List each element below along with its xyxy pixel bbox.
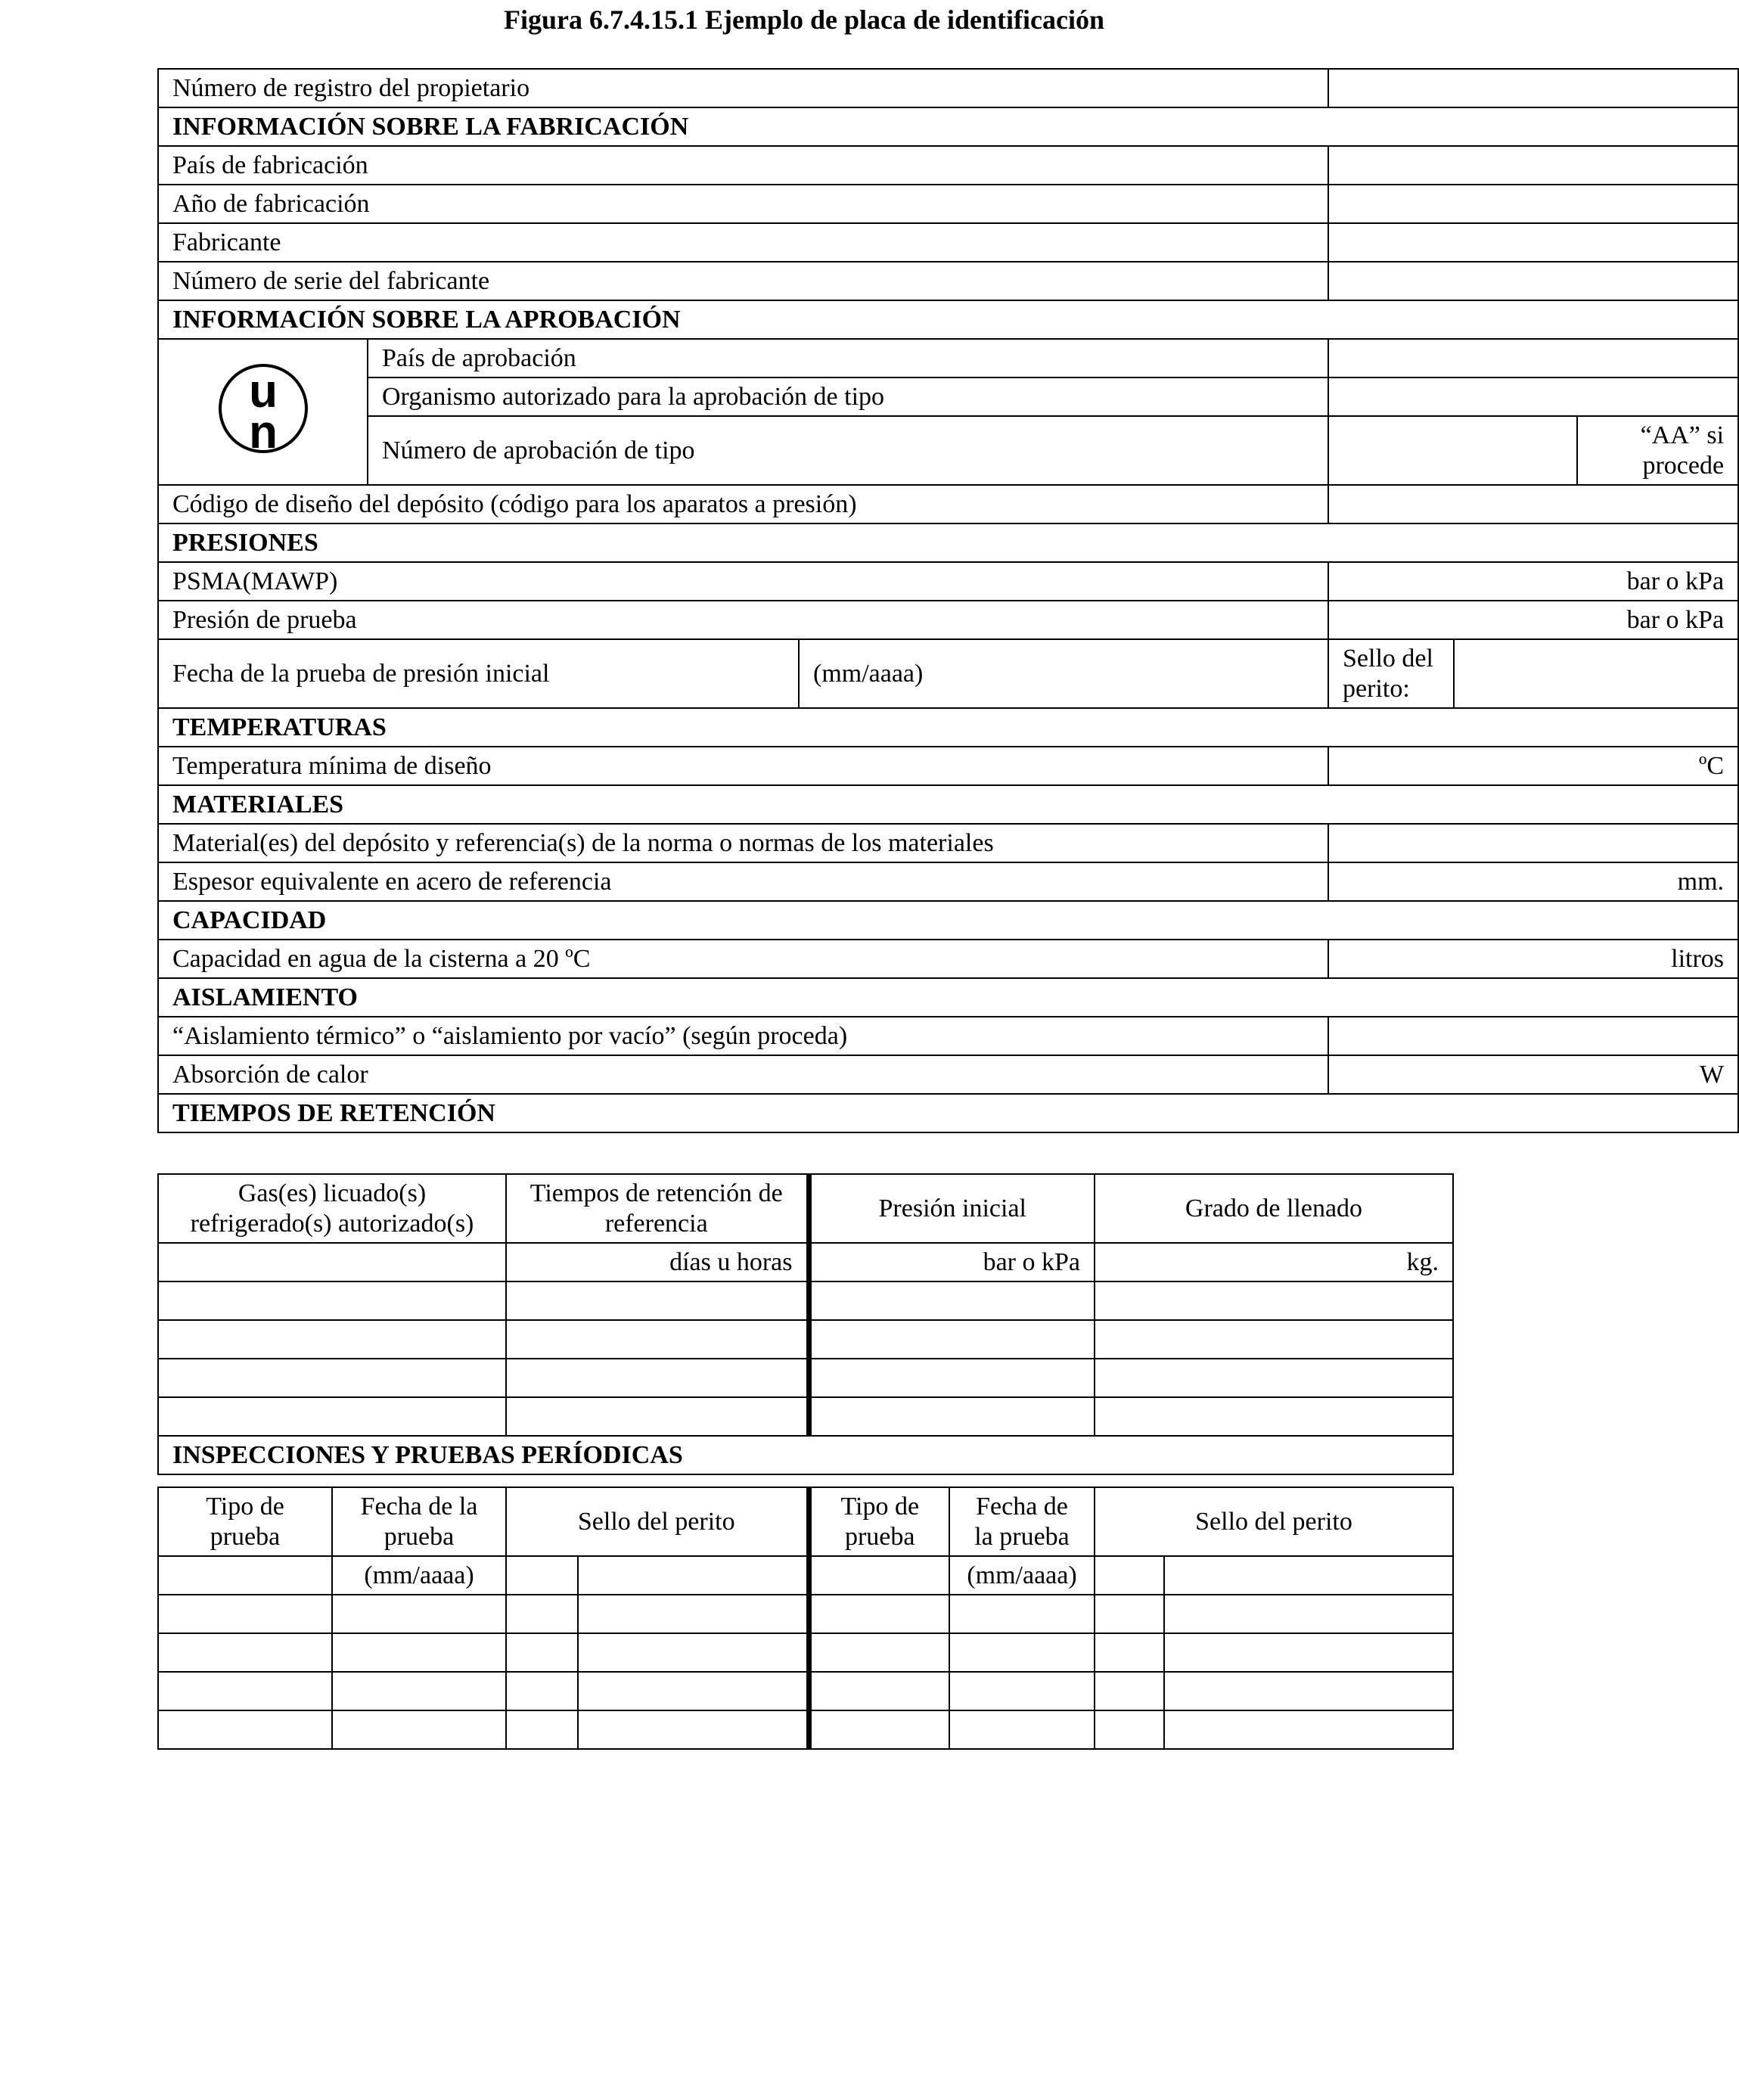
retention-times-table xyxy=(157,1173,1454,1475)
inspection-col-test-type-right: Tipo de prueba xyxy=(809,1487,949,1556)
table-row xyxy=(158,1320,1453,1359)
table-cell[interactable] xyxy=(158,1359,506,1397)
table-cell[interactable] xyxy=(332,1633,506,1672)
table-cell[interactable] xyxy=(1095,1281,1453,1320)
serial-number-value[interactable] xyxy=(1328,262,1738,300)
inspections-format-row xyxy=(158,1556,1453,1595)
insulation-type-value[interactable] xyxy=(1328,1017,1738,1055)
heat-absorption-unit[interactable]: W xyxy=(1328,1055,1738,1094)
retention-col-filling-degree: Grado de llenado xyxy=(1095,1174,1453,1243)
inspection-date-format-right[interactable]: (mm/aaaa) xyxy=(949,1556,1095,1595)
table-row xyxy=(158,1397,1453,1436)
initial-test-date-format[interactable]: (mm/aaaa) xyxy=(798,640,1329,707)
inspection-col-test-date-right: Fecha de la prueba xyxy=(949,1487,1095,1556)
retention-header-row xyxy=(158,1174,1453,1243)
table-cell[interactable] xyxy=(809,1281,1095,1320)
table-cell[interactable] xyxy=(1095,1595,1164,1633)
min-temp-label: Temperatura mínima de diseño xyxy=(158,747,1328,785)
table-cell[interactable] xyxy=(506,1633,578,1672)
table-cell[interactable] xyxy=(506,1595,578,1633)
un-logo-icon xyxy=(216,362,310,458)
table-cell[interactable] xyxy=(1164,1595,1453,1633)
serial-number-label: Número de serie del fabricante xyxy=(158,262,1328,300)
table-cell[interactable] xyxy=(158,1397,506,1436)
manufacturer-value[interactable] xyxy=(1328,223,1738,262)
table-cell[interactable] xyxy=(158,1672,332,1710)
inspections-header: INSPECCIONES Y PRUEBAS PERÍODICAS xyxy=(158,1436,1453,1474)
owner-registration-label: Número de registro del propietario xyxy=(158,69,1328,107)
pressures-header: PRESIONES xyxy=(158,523,1738,562)
retention-header: TIEMPOS DE RETENCIÓN xyxy=(158,1094,1738,1132)
initial-test-date-row xyxy=(158,639,1328,708)
retention-unit-pressure[interactable]: bar o kPa xyxy=(809,1243,1095,1281)
materials-header: MATERIALES xyxy=(158,785,1738,824)
table-cell[interactable] xyxy=(949,1633,1095,1672)
approval-body-value[interactable] xyxy=(1328,377,1738,416)
approval-number-value[interactable] xyxy=(1328,416,1577,485)
retention-unit-times[interactable]: días u horas xyxy=(506,1243,809,1281)
manufacturing-country-label: País de fabricación xyxy=(158,146,1328,185)
expert-stamp-label: Sello del perito: xyxy=(1328,639,1454,708)
inspections-table xyxy=(157,1486,1454,1750)
inspection-date-format-left[interactable]: (mm/aaaa) xyxy=(332,1556,506,1595)
table-cell[interactable] xyxy=(1095,1672,1164,1710)
table-cell[interactable] xyxy=(949,1672,1095,1710)
table-cell[interactable] xyxy=(809,1672,949,1710)
table-cell[interactable] xyxy=(1164,1556,1453,1595)
mawp-unit[interactable]: bar o kPa xyxy=(1328,562,1738,601)
inspection-col-test-type-left: Tipo de prueba xyxy=(158,1487,332,1556)
table-cell[interactable] xyxy=(1095,1320,1453,1359)
table-cell[interactable] xyxy=(809,1595,949,1633)
manufacturing-year-value[interactable] xyxy=(1328,185,1738,223)
table-cell[interactable] xyxy=(332,1595,506,1633)
table-cell[interactable] xyxy=(1095,1359,1453,1397)
table-row xyxy=(158,1595,1453,1633)
approval-body-label: Organismo autorizado para la aprobación de tipo xyxy=(368,377,1328,416)
table-cell[interactable] xyxy=(578,1556,809,1595)
thickness-label: Espesor equivalente en acero de referencia xyxy=(158,862,1328,901)
table-cell[interactable] xyxy=(506,1556,578,1595)
expert-stamp-value[interactable] xyxy=(1454,639,1738,708)
retention-col-gases: Gas(es) licuado(s) refrigerado(s) autorizado(s) xyxy=(158,1174,506,1243)
manufacturing-header: INFORMACIÓN SOBRE LA FABRICACIÓN xyxy=(158,107,1738,146)
inspection-col-test-date-left: Fecha de la prueba xyxy=(332,1487,506,1556)
table-cell[interactable] xyxy=(158,1320,506,1359)
figure-title: Figura 6.7.4.15.1 Ejemplo de placa de identificación xyxy=(504,5,1104,35)
table-row xyxy=(158,1633,1453,1672)
test-pressure-label: Presión de prueba xyxy=(158,601,1328,639)
manufacturing-year-label: Año de fabricación xyxy=(158,185,1328,223)
water-capacity-unit[interactable]: litros xyxy=(1328,940,1738,978)
design-code-label: Código de diseño del depósito (código para los aparatos a presión) xyxy=(158,485,1328,523)
table-cell[interactable] xyxy=(809,1633,949,1672)
design-code-value[interactable] xyxy=(1328,485,1738,523)
insulation-header: AISLAMIENTO xyxy=(158,978,1738,1017)
retention-unit-gases[interactable] xyxy=(158,1243,506,1281)
thickness-unit[interactable]: mm. xyxy=(1328,862,1738,901)
capacity-header: CAPACIDAD xyxy=(158,901,1738,940)
table-cell[interactable] xyxy=(1095,1556,1164,1595)
svg-text:u: u xyxy=(248,365,278,418)
insulation-type-label: “Aislamiento térmico” o “aislamiento por vacío” (según proceda) xyxy=(158,1017,1328,1055)
table-cell[interactable] xyxy=(332,1672,506,1710)
approval-header: INFORMACIÓN SOBRE LA APROBACIÓN xyxy=(158,300,1738,339)
retention-col-initial-pressure: Presión inicial xyxy=(809,1174,1095,1243)
table-cell[interactable] xyxy=(1164,1710,1453,1749)
manufacturing-country-value[interactable] xyxy=(1328,146,1738,185)
retention-col-reference-times: Tiempos de retención de referencia xyxy=(506,1174,809,1243)
table-cell[interactable] xyxy=(578,1595,809,1633)
table-cell[interactable] xyxy=(578,1672,809,1710)
retention-unit-filling[interactable]: kg. xyxy=(1095,1243,1453,1281)
table-row xyxy=(158,1710,1453,1749)
initial-test-date-label: Fecha de la prueba de presión inicial xyxy=(172,659,550,688)
svg-text:n: n xyxy=(248,405,278,458)
table-cell[interactable] xyxy=(506,1397,809,1436)
table-row xyxy=(158,1359,1453,1397)
retention-units-row xyxy=(158,1243,1453,1281)
table-cell[interactable] xyxy=(158,1281,506,1320)
inspections-header-row xyxy=(158,1487,1453,1556)
manufacturer-label: Fabricante xyxy=(158,223,1328,262)
table-cell[interactable] xyxy=(158,1595,332,1633)
aa-note: “AA” si procede xyxy=(1577,416,1738,485)
table-cell[interactable] xyxy=(1095,1710,1164,1749)
inspection-col-stamp-right: Sello del perito xyxy=(1095,1487,1453,1556)
temperatures-header: TEMPERATURAS xyxy=(158,708,1738,747)
table-cell[interactable] xyxy=(332,1710,506,1749)
table-cell[interactable] xyxy=(949,1595,1095,1633)
table-cell[interactable] xyxy=(506,1281,809,1320)
water-capacity-label: Capacidad en agua de la cisterna a 20 ºC xyxy=(158,940,1328,978)
table-cell[interactable] xyxy=(1164,1672,1453,1710)
table-cell[interactable] xyxy=(809,1397,1095,1436)
table-cell[interactable] xyxy=(809,1556,949,1595)
table-cell[interactable] xyxy=(506,1320,809,1359)
owner-registration-row xyxy=(158,69,1738,107)
table-cell[interactable] xyxy=(506,1359,809,1397)
table-cell[interactable] xyxy=(809,1320,1095,1359)
table-cell[interactable] xyxy=(1095,1633,1164,1672)
table-cell[interactable] xyxy=(158,1633,332,1672)
approval-number-label: Número de aprobación de tipo xyxy=(368,416,1328,485)
owner-registration-value[interactable] xyxy=(1328,69,1738,107)
table-cell[interactable] xyxy=(506,1672,578,1710)
materials-label: Material(es) del depósito y referencia(s) de la norma o normas de los materiales xyxy=(158,824,1328,862)
table-cell[interactable] xyxy=(1164,1633,1453,1672)
table-cell[interactable] xyxy=(949,1710,1095,1749)
heat-absorption-label: Absorción de calor xyxy=(158,1055,1328,1094)
table-cell[interactable] xyxy=(809,1710,949,1749)
table-cell[interactable] xyxy=(809,1359,1095,1397)
table-row xyxy=(158,1281,1453,1320)
table-row xyxy=(158,1672,1453,1710)
un-logo-cell xyxy=(158,339,368,485)
approval-country-value[interactable] xyxy=(1328,339,1738,377)
table-cell[interactable] xyxy=(578,1710,809,1749)
table-cell[interactable] xyxy=(506,1710,578,1749)
materials-value[interactable] xyxy=(1328,824,1738,862)
min-temp-unit[interactable]: ºC xyxy=(1328,747,1738,785)
table-cell[interactable] xyxy=(1095,1397,1453,1436)
table-cell[interactable] xyxy=(158,1710,332,1749)
test-pressure-unit[interactable]: bar o kPa xyxy=(1328,601,1738,639)
mawp-label: PSMA(MAWP) xyxy=(158,562,1328,601)
inspection-col-stamp-left: Sello del perito xyxy=(506,1487,809,1556)
table-cell[interactable] xyxy=(158,1556,332,1595)
identification-plate-table xyxy=(157,68,1739,1133)
table-cell[interactable] xyxy=(578,1633,809,1672)
approval-country-label: País de aprobación xyxy=(368,339,1328,377)
